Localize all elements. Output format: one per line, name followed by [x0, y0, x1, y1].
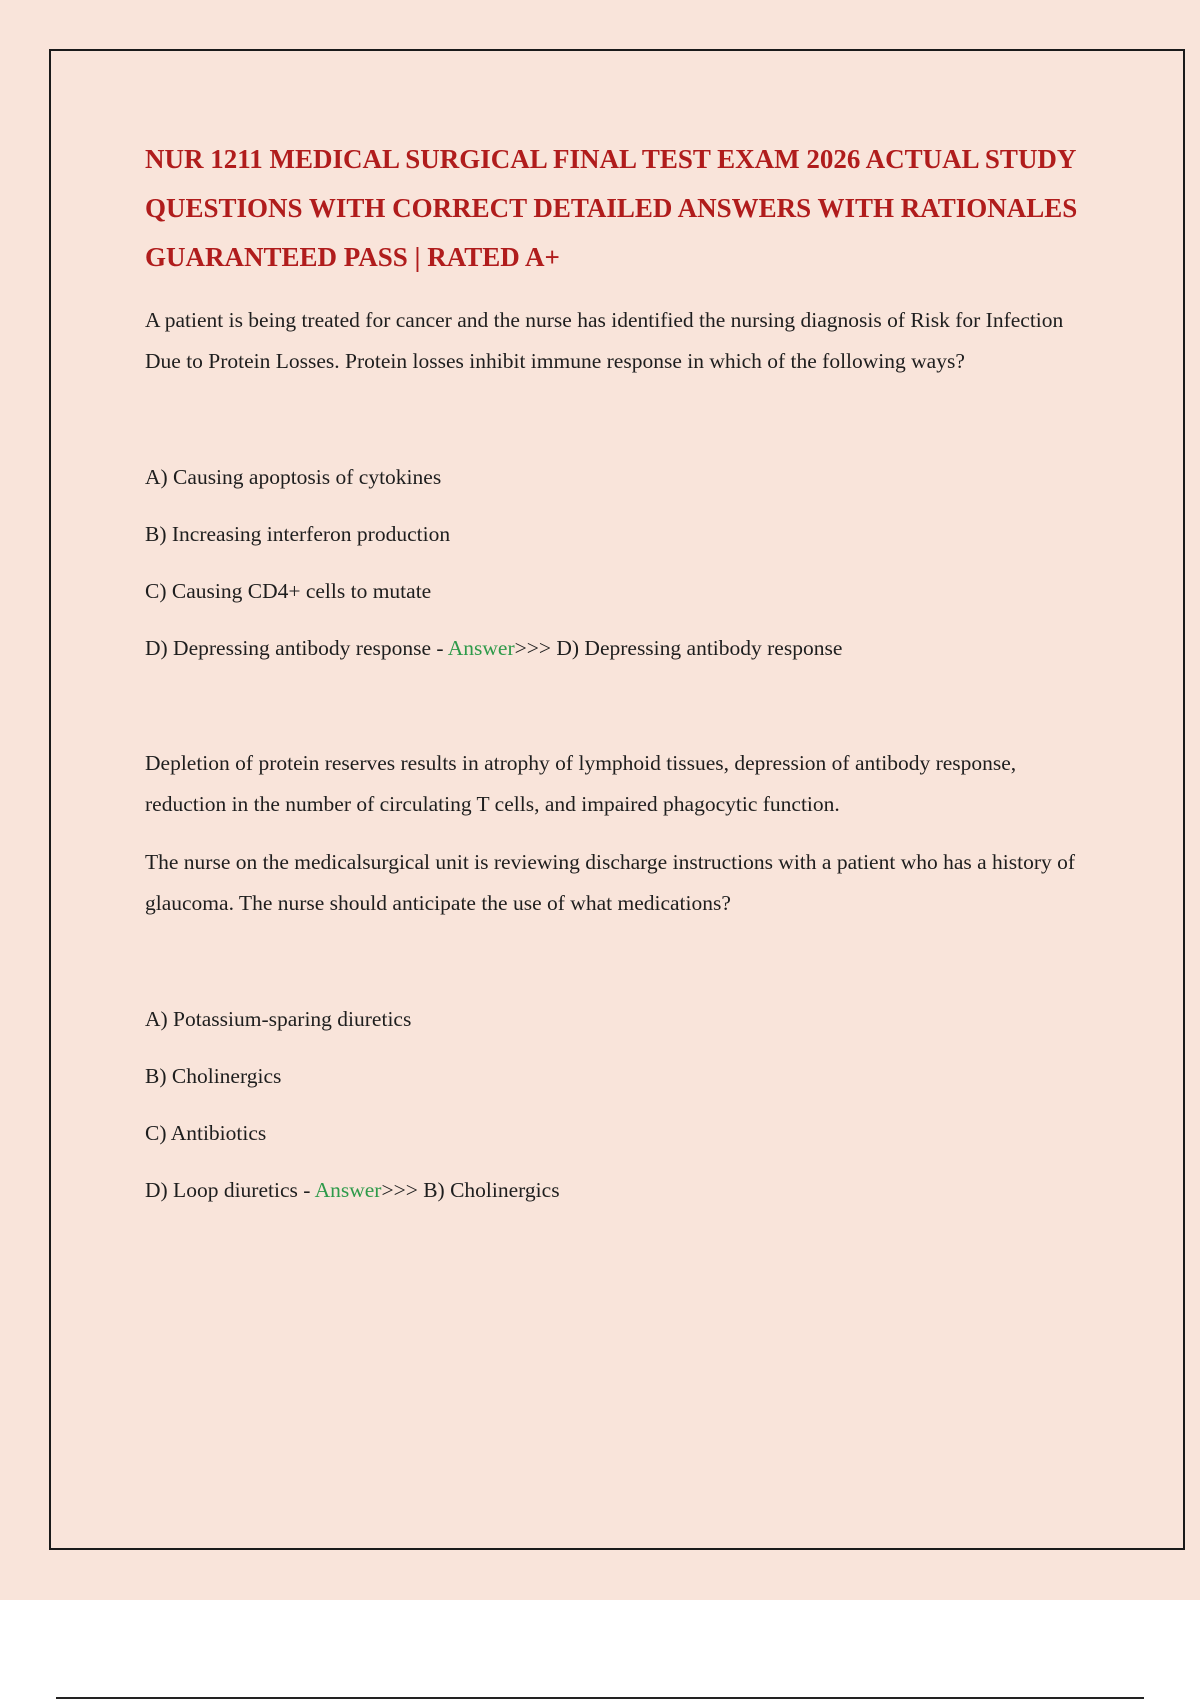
question-1-options [145, 457, 1095, 669]
document-content [145, 135, 1095, 1211]
question-2-option-d-text: D) Loop diuretics - [145, 1178, 315, 1202]
question-2-answer-label: Answer [314, 1178, 382, 1202]
question-2-stem: The nurse on the medicalsurgical unit is reviewing discharge instructions with a patient who has a history of glaucoma. The nurse should anticipate the use of what medications? [145, 850, 1076, 915]
question-2-option-a: A) Potassium-sparing diuretics [145, 1007, 412, 1031]
question-1-answer-text: >>> D) Depressing antibody response [514, 636, 843, 660]
question-1-option-d [145, 628, 1095, 669]
question-1-rationale: Depletion of protein reserves results in atrophy of lymphoid tissues, depression of antibody response, reduction in the number of circulating T cells, and impaired phagocytic function. [145, 751, 1017, 816]
document-title: NUR 1211 MEDICAL SURGICAL FINAL TEST EXAM 2026 ACTUAL STUDY QUESTIONS WITH CORRECT DETAILED ANSWERS WITH RATIONALES GUARANTEED PASS | RATED A+ [145, 144, 1078, 272]
question-2-answer-text: >>> B) Cholinergics [381, 1178, 560, 1202]
question-2-option-d [145, 1170, 1095, 1211]
footer-divider [56, 1697, 1144, 1699]
question-1-answer-label: Answer [447, 636, 515, 660]
question-1-option-a: A) Causing apoptosis of cytokines [145, 465, 442, 489]
question-2-option-c: C) Antibiotics [145, 1121, 267, 1145]
question-1-option-b: B) Increasing interferon production [145, 522, 451, 546]
question-2-option-b: B) Cholinergics [145, 1064, 282, 1088]
question-1-option-c: C) Causing CD4+ cells to mutate [145, 579, 432, 603]
question-1-stem: A patient is being treated for cancer and the nurse has identified the nursing diagnosis of Risk for Infection Due to Protein Losses. Protein losses inhibit immune response in which of the following ways? [145, 308, 1064, 373]
question-1-option-d-text: D) Depressing antibody response - [145, 636, 448, 660]
question-2-options [145, 999, 1095, 1211]
